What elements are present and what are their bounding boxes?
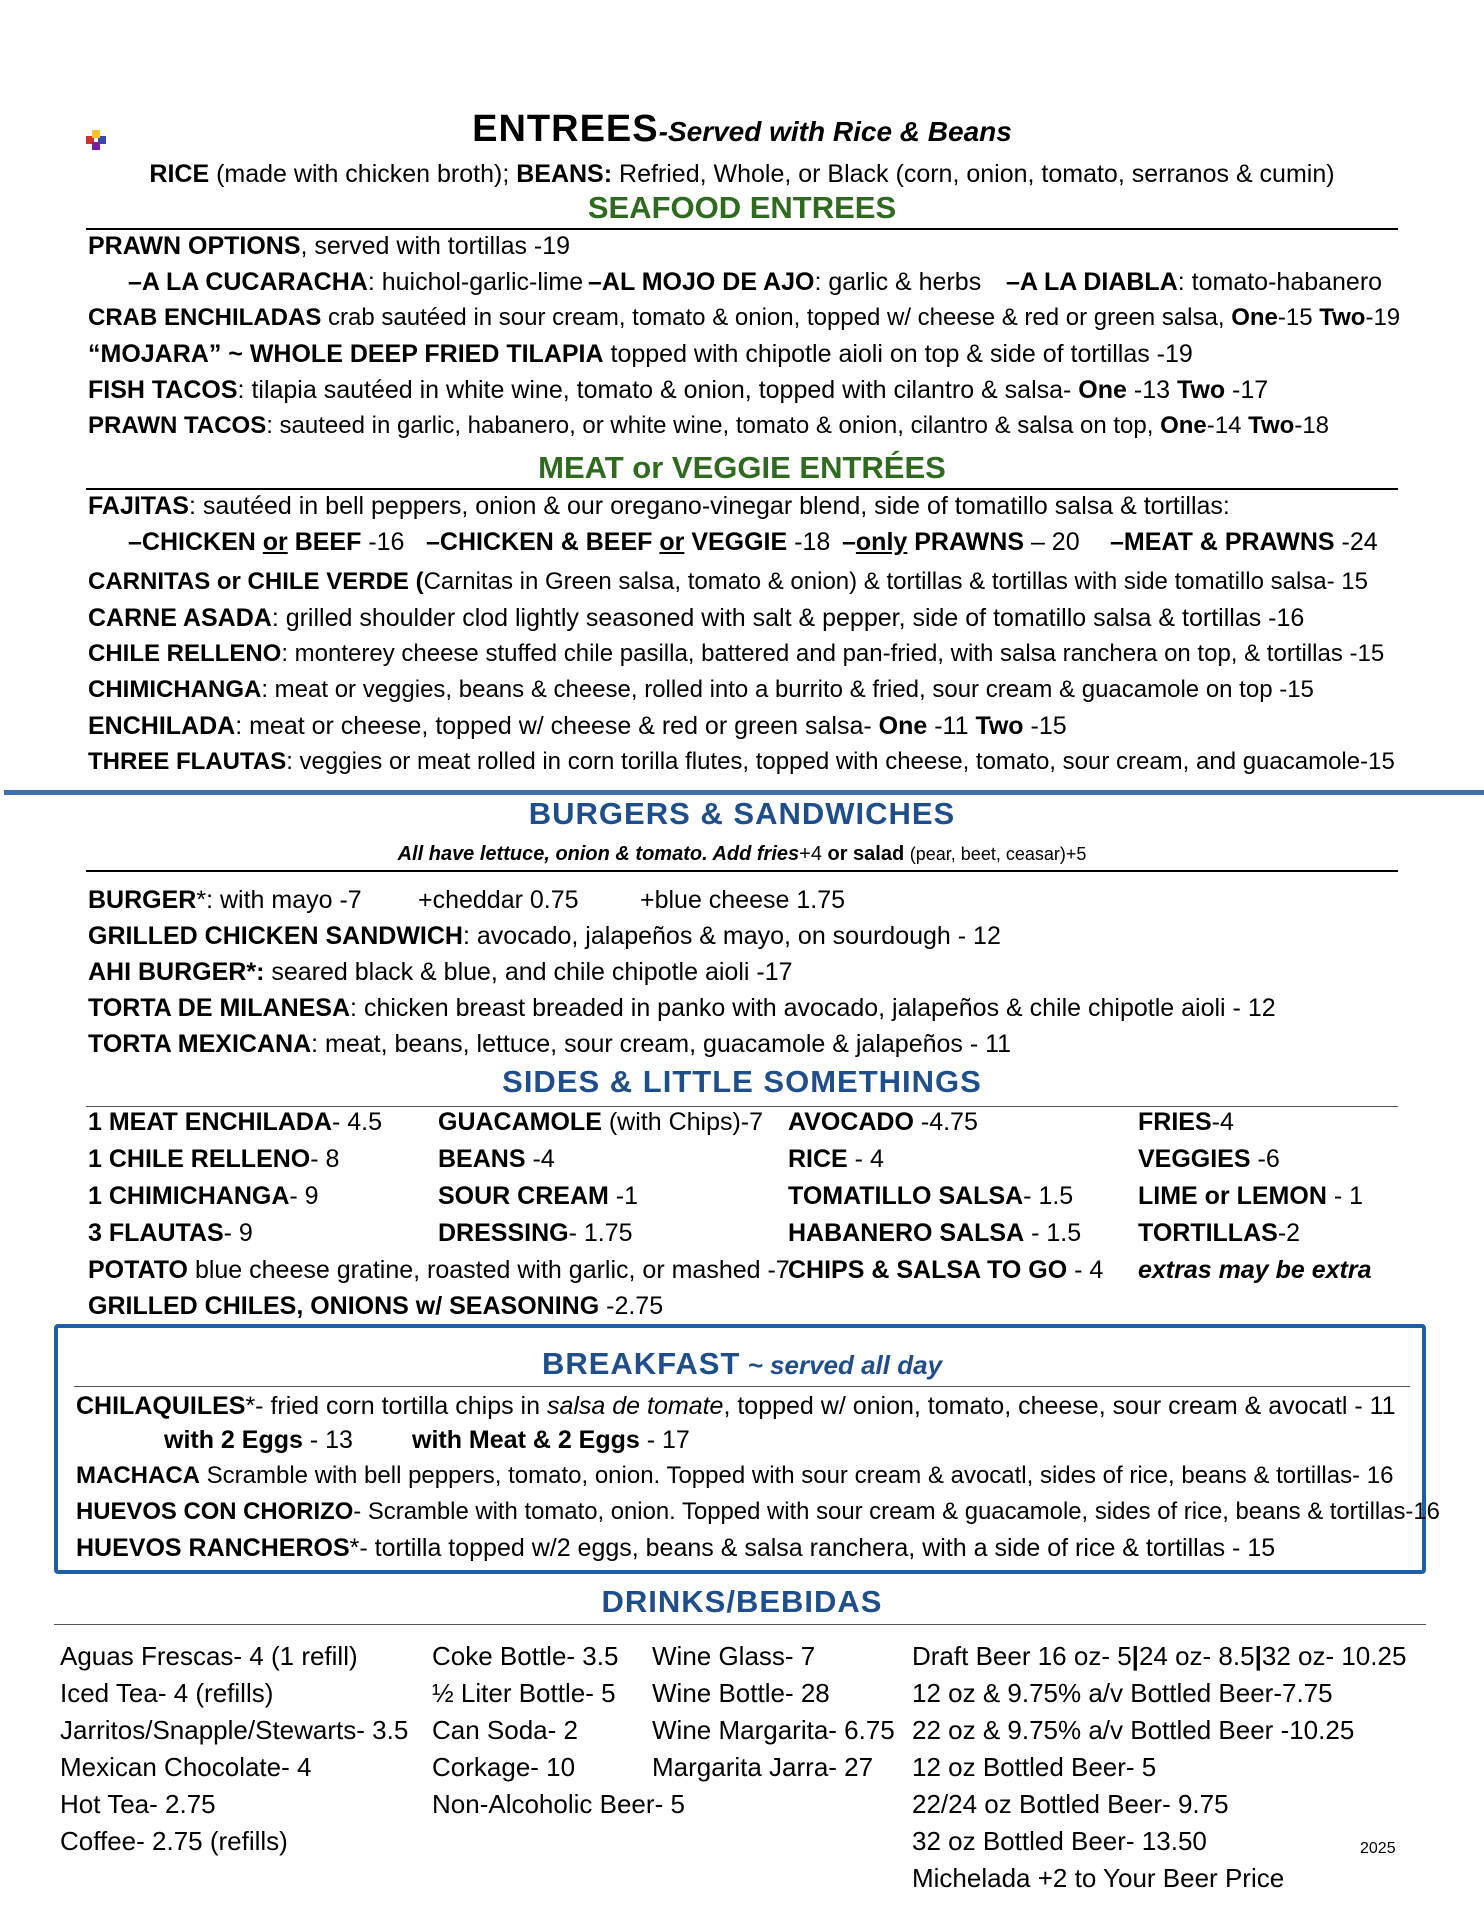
drinks-heading: DRINKS/BEBIDAS [601,1584,883,1619]
item-grilled-chiles: GRILLED CHILES, ONIONS w/ SEASONING -2.75 [88,1292,664,1320]
item-huevos-rancheros: HUEVOS RANCHEROS*- tortilla topped w/2 eggs, beans & salsa ranchera, with a side of rice & tortillas - 15 [76,1534,1276,1562]
item-carne-asada: CARNE ASADA: grilled shoulder clod lightly seasoned with salt & pepper, side of tomatillo salsa & tortillas -16 [88,604,1305,632]
fajita-chicken-beef: –CHICKEN or BEEF -16 [128,528,405,556]
drink-item: Aguas Frescas- 4 (1 refill) [60,1641,358,1671]
side-item: LIME or LEMON - 1 [1138,1182,1364,1210]
item-grilled-chicken-sandwich: GRILLED CHICKEN SANDWICH: avocado, jalapeños & mayo, on sourdough - 12 [88,922,1001,950]
drink-item: Wine Glass- 7 [652,1641,816,1671]
item-torta-mexicana: TORTA MEXICANA: meat, beans, lettuce, sour cream, guacamole & jalapeños - 11 [88,1030,1012,1058]
side-item: FRIES-4 [1138,1108,1234,1136]
side-item: RICE - 4 [788,1145,884,1173]
divider [54,1624,1426,1625]
drink-item: Iced Tea- 4 (refills) [60,1678,274,1708]
side-item: AVOCADO -4.75 [788,1108,978,1136]
side-item: TOMATILLO SALSA- 1.5 [788,1182,1074,1210]
item-enchilada: ENCHILADA: meat or cheese, topped w/ cheese & red or green salsa- One -11 Two -15 [88,712,1067,740]
drink-item: 32 oz Bottled Beer- 13.50 [912,1826,1207,1856]
item-potato: POTATO blue cheese gratine, roasted with garlic, or mashed -7 [88,1256,790,1284]
drink-item: Coffee- 2.75 (refills) [60,1826,288,1856]
extras-note: extras may be extra [1138,1256,1372,1284]
side-item: 1 MEAT ENCHILADA- 4.5 [88,1108,383,1136]
item-crab-enchiladas: CRAB ENCHILADAS crab sautéed in sour cream, tomato & onion, topped w/ cheese & red or green salsa, One-15 Two-19 [88,304,1401,331]
drink-item: Non-Alcoholic Beer- 5 [432,1789,685,1819]
item-mojara: “MOJARA” ~ WHOLE DEEP FRIED TILAPIA topped with chipotle aioli on top & side of tortillas -19 [88,340,1193,368]
drink-item: Wine Margarita- 6.75 [652,1715,895,1745]
drink-item: Hot Tea- 2.75 [60,1789,216,1819]
prawn-option-mojo: –AL MOJO DE AJO: garlic & herbs [588,268,982,296]
drink-item: Wine Bottle- 28 [652,1678,830,1708]
chilaquiles-2-eggs: with 2 Eggs - 13 [164,1426,353,1454]
item-prawn-tacos: PRAWN TACOS: sauteed in garlic, habanero, or white wine, tomato & onion, cilantro & salsa on top, One-14 Two-18 [88,412,1330,439]
title-main: ENTREES [472,108,659,150]
page-title [0,108,1484,151]
drink-item: Margarita Jarra- 27 [652,1752,874,1782]
seafood-heading: SEAFOOD ENTREES [587,190,897,225]
chilaquiles-meat-2-eggs: with Meat & 2 Eggs - 17 [412,1426,690,1454]
item-chile-relleno: CHILE RELLENO: monterey cheese stuffed chile pasilla, battered and pan-fried, with salsa ranchera on top, & tortillas -15 [88,640,1385,667]
breakfast-heading: BREAKFAST ~ served all day [541,1346,943,1381]
item-ahi-burger: AHI BURGER*: seared black & blue, and chile chipotle aioli -17 [88,958,793,986]
drink-item: Jarritos/Snapple/Stewarts- 3.5 [60,1715,409,1745]
item-fish-tacos: FISH TACOS: tilapia sautéed in white wine, tomato & onion, topped with cilantro & salsa- One -13 Two -17 [88,376,1269,404]
item-machaca: MACHACA Scramble with bell peppers, tomato, onion. Topped with sour cream & avocatl, sides of rice, beans & tortillas- 16 [76,1462,1394,1489]
side-item: TORTILLAS-2 [1138,1219,1301,1247]
drink-item: Coke Bottle- 3.5 [432,1641,619,1671]
drink-item: ½ Liter Bottle- 5 [432,1678,616,1708]
item-three-flautas: THREE FLAUTAS: veggies or meat rolled in corn torilla flutes, topped with cheese, tomato, sour cream, and guacamole-15 [88,748,1395,775]
item-torta-milanesa: TORTA DE MILANESA: chicken breast breaded in panko with avocado, jalapeños & chile chipotle aioli - 12 [88,994,1276,1022]
drink-item: 22/24 oz Bottled Beer- 9.75 [912,1789,1229,1819]
side-item: GUACAMOLE (with Chips)-7 [438,1108,764,1136]
prawn-option-cucaracha: –A LA CUCARACHA: huichol-garlic-lime [128,268,584,296]
fajita-prawns: –only PRAWNS – 20 [842,528,1080,556]
item-chips-salsa: CHIPS & SALSA TO GO - 4 [788,1256,1104,1284]
item-burger: BURGER*: with mayo -7 [88,886,362,914]
fajita-chicken-beef-veggie: –CHICKEN & BEEF or VEGGIE -18 [426,528,831,556]
drink-item: 12 oz Bottled Beer- 5 [912,1752,1157,1782]
drink-item: 22 oz & 9.75% a/v Bottled Beer -10.25 [912,1715,1355,1745]
item-carnitas: CARNITAS or CHILE VERDE (Carnitas in Green salsa, tomato & onion) & tortillas & tortillas with side tomatillo salsa- 15 [88,568,1368,595]
burger-add-cheddar: +cheddar 0.75 [418,886,579,914]
divider [86,870,1398,872]
meat-heading: MEAT or VEGGIE ENTRÉES [538,450,946,485]
side-item: VEGGIES -6 [1138,1145,1280,1173]
side-item: 1 CHILE RELLENO- 8 [88,1145,340,1173]
burgers-note: All have lettuce, onion & tomato. Add fries+4 or salad (pear, beet, ceasar)+5 [397,843,1087,865]
drink-item: Can Soda- 2 [432,1715,578,1745]
item-chimichanga: CHIMICHANGA: meat or veggies, beans & cheese, rolled into a burrito & fried, sour cream & guacamole on top -15 [88,676,1314,703]
drink-item: Mexican Chocolate- 4 [60,1752,312,1782]
burgers-heading: BURGERS & SANDWICHES [528,796,956,831]
drink-item: Corkage- 10 [432,1752,576,1782]
title-sub: -Served with Rice & Beans [658,116,1012,147]
divider [74,1386,1410,1387]
item-huevos-chorizo: HUEVOS CON CHORIZO- Scramble with tomato, onion. Topped with sour cream & guacamole, sides of rice, beans & tortillas-16 [76,1498,1440,1525]
side-item: DRESSING- 1.75 [438,1219,633,1247]
item-chilaquiles: CHILAQUILES*- fried corn tortilla chips in salsa de tomate, topped w/ onion, tomato, cheese, sour cream & avocatl - 11 [76,1392,1396,1420]
drink-item: Michelada +2 to Your Beer Price [912,1863,1285,1893]
drink-draft-beer: Draft Beer 16 oz- 5|24 oz- 8.5|32 oz- 10.25 [912,1641,1407,1671]
side-item: SOUR CREAM -1 [438,1182,639,1210]
side-item: 1 CHIMICHANGA- 9 [88,1182,319,1210]
burger-add-blue-cheese: +blue cheese 1.75 [640,886,846,914]
item-fajitas: FAJITAS: sautéed in bell peppers, onion & our oregano-vinegar blend, side of tomatillo salsa & tortillas: [88,492,1230,520]
prawn-option-diabla: –A LA DIABLA: tomato-habanero [1006,268,1383,296]
year-label: 2025 [1360,1840,1396,1857]
section-separator [4,790,1484,795]
side-item: HABANERO SALSA - 1.5 [788,1219,1082,1247]
item-prawn-options: PRAWN OPTIONS, served with tortillas -19 [88,232,571,260]
rice-beans-note: RICE (made with chicken broth); BEANS: Refried, Whole, or Black (corn, onion, tomato, serranos & cumin) [149,160,1335,188]
drink-item: 12 oz & 9.75% a/v Bottled Beer-7.75 [912,1678,1333,1708]
sides-heading: SIDES & LITTLE SOMETHINGS [502,1064,982,1099]
side-item: 3 FLAUTAS- 9 [88,1219,253,1247]
fajita-meat-prawns: –MEAT & PRAWNS -24 [1110,528,1378,556]
side-item: BEANS -4 [438,1145,555,1173]
